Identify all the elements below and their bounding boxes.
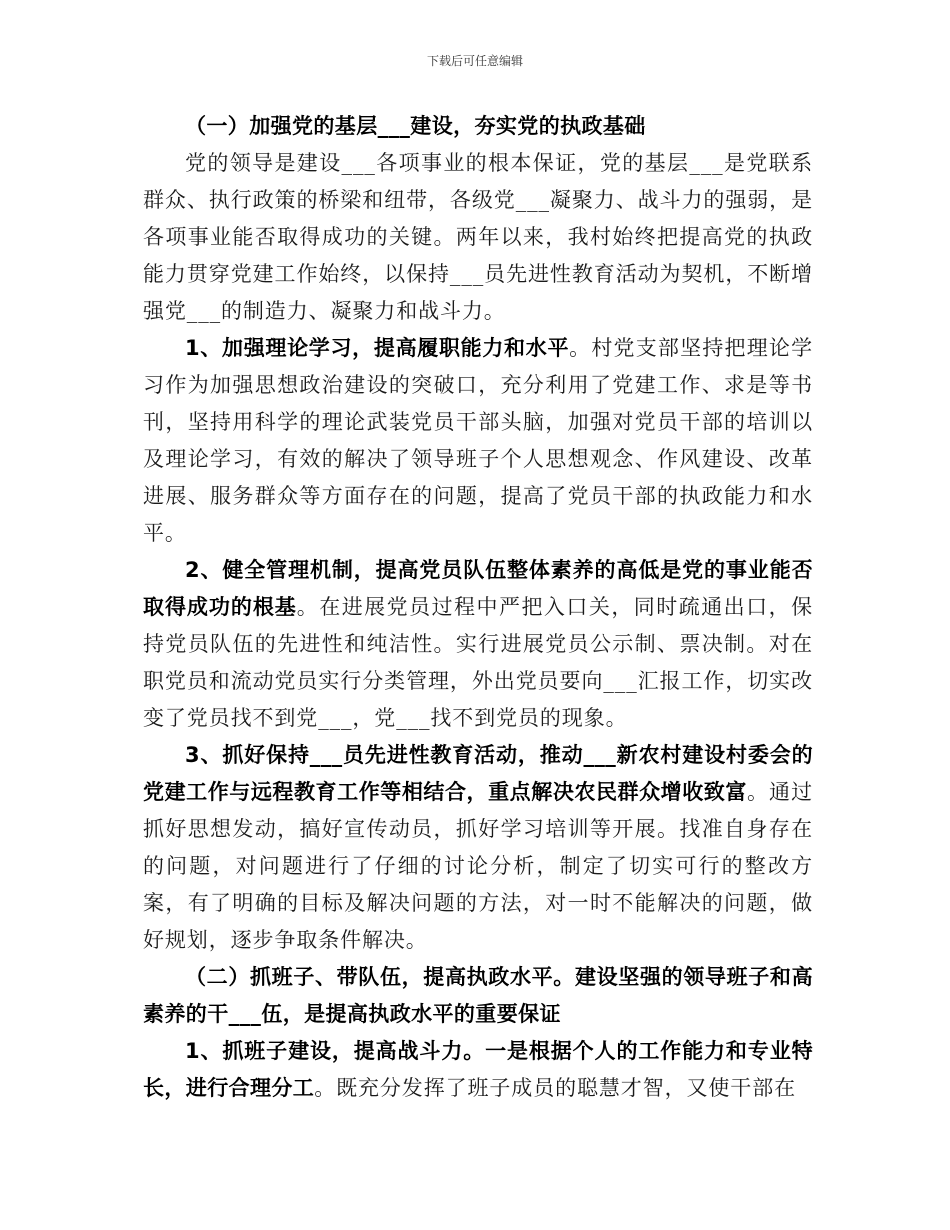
item-heading: 3、抓好保持___员先进性教育活动，推动___新农村建设村委会的党建工作与远程教育工作等相结合，重点解决农民群众增收致富	[143, 743, 813, 804]
section-1-item-1	[143, 330, 813, 552]
section-2-item-1	[143, 1033, 813, 1107]
section-1-item-2	[143, 552, 813, 737]
page-header: 下载后可任意编辑	[426, 54, 523, 68]
item-text: 。村党支部坚持把理论学习作为加强思想政治建设的突破口，充分利用了党建工作、求是等书刊，坚持用科学的理论武装党员干部头脑，加强对党员干部的培训以及理论学习，有效的解决了领导班子个人思想观念、作风建设、改革进展、服务群众等方面存在的问题，提高了党员干部的执政能力和水平。	[143, 336, 813, 545]
item-heading: 1、抓班子建设，提高战斗力。一是根据个人的工作能力和专业特长，进行合理分工	[143, 1039, 813, 1100]
section-1-heading: （一）加强党的基层___建设，夯实党的执政基础	[185, 114, 646, 138]
section-1-intro: 党的领导是建设___各项事业的根本保证，党的基层___是党联系群众、执行政策的桥梁和纽带，各级党___凝聚力、战斗力的强弱，是各项事业能否取得成功的关键。两年以来，我村始终把提高党的执政能力贯穿党建工作始终，以保持___员先进性教育活动为契机，不断增强党___的制造力、凝聚力和战斗力。	[143, 151, 813, 323]
item-heading: 2、健全管理机制，提高党员队伍整体素养的高低是党的事业能否取得成功的根基	[143, 558, 813, 619]
item-text: 。通过抓好思想发动，搞好宣传动员，抓好学习培训等开展。找准自身存在的问题，对问题进行了仔细的讨论分析，制定了切实可行的整改方案，有了明确的目标及解决问题的方法，对一时不能解决的问题，做好规划，逐步争取条件解决。	[143, 780, 813, 952]
item-text: 。在进展党员过程中严把入口关，同时疏通出口，保持党员队伍的先进性和纯洁性。实行进展党员公示制、票决制。对在职党员和流动党员实行分类管理，外出党员要向___汇报工作，切实改变了党员找不到党___，党___找不到党员的现象。	[143, 595, 813, 730]
item-heading: 1、加强理论学习，提高履职能力和水平	[185, 336, 570, 360]
item-text: 。既充分发挥了班子成员的聪慧才智，又使干部在	[314, 1076, 797, 1100]
section-2-heading: （二）抓班子、带队伍，提高执政水平。建设坚强的领导班子和高素养的干___伍，是提高执政水平的重要保证	[143, 965, 813, 1026]
document-body	[143, 108, 813, 1107]
section-1-item-3	[143, 737, 813, 959]
